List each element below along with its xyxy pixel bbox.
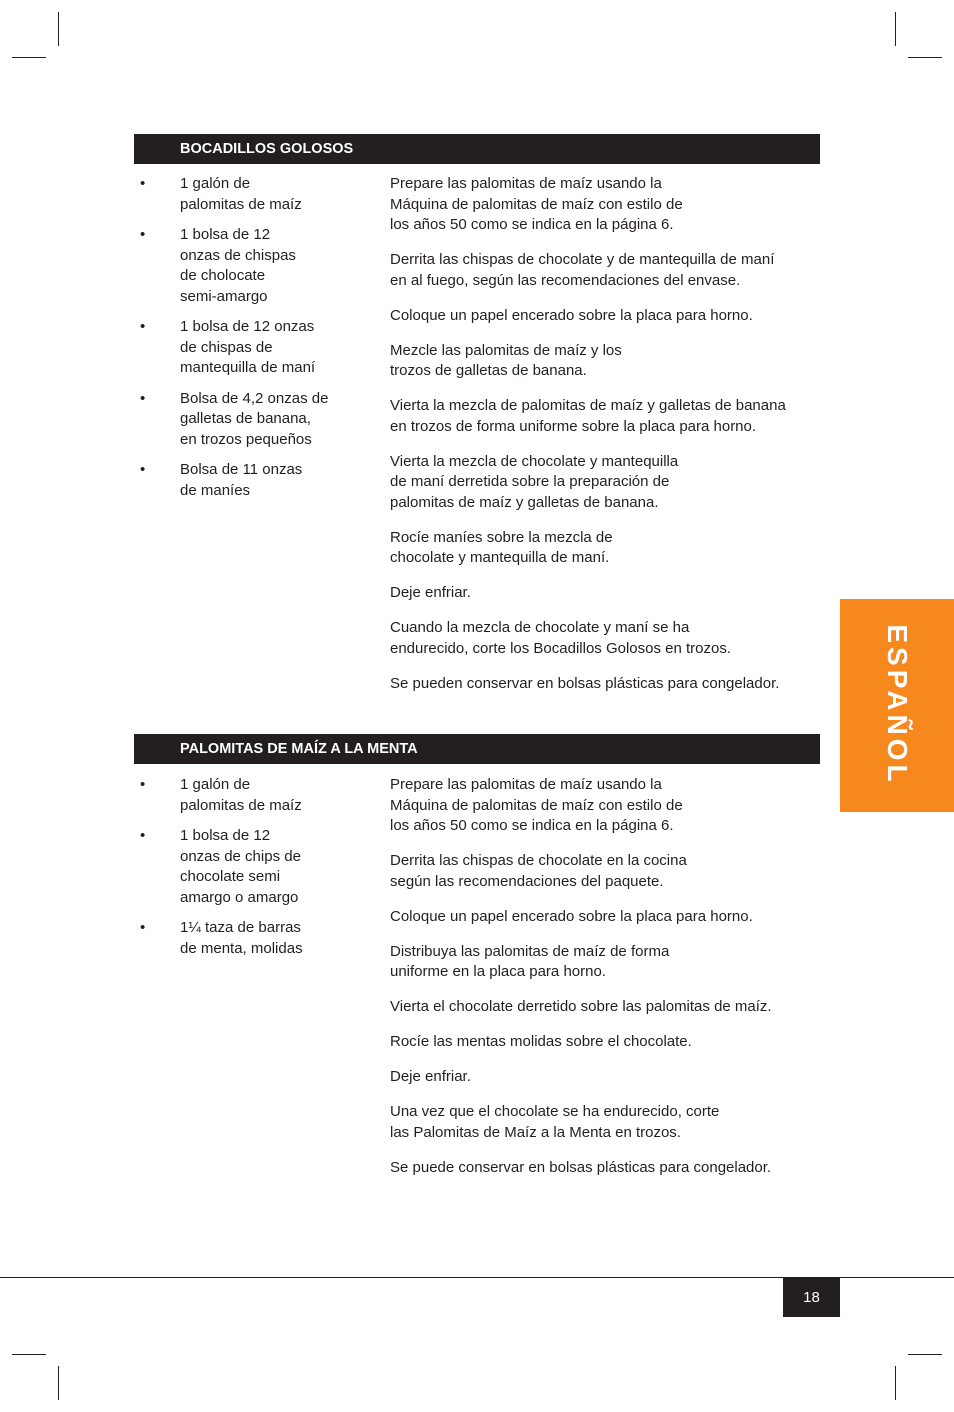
instruction-step [390, 997, 820, 1018]
instruction-step [390, 341, 820, 382]
instruction-step [390, 528, 820, 569]
ingredient-text: galletas de banana, [180, 410, 311, 427]
crop-mark [908, 1354, 942, 1355]
instruction-text: Prepare las palomitas de maíz usando la [390, 175, 662, 192]
instruction-text: endurecido, corte los Bocadillos Golosos en trozos. [390, 639, 732, 657]
ingredient-item [134, 775, 374, 816]
language-label: ESPAÑOL [882, 624, 913, 786]
instruction-step [390, 452, 820, 514]
bullet: • [140, 318, 146, 335]
ingredient-text: 1 bolsa de 12 [180, 827, 271, 844]
page-number: 18 [783, 1278, 840, 1317]
ingredient-text: onzas de chispas [180, 246, 296, 264]
instruction-step [390, 907, 820, 928]
crop-mark [12, 1354, 46, 1355]
instruction-text: Mezcle las palomitas de maíz y los [390, 341, 622, 359]
instruction-text: Máquina de palomitas de maíz con estilo de [390, 796, 683, 814]
instruction-step [390, 250, 820, 291]
instruction-step [390, 618, 820, 659]
instruction-text: los años 50 como se indica en la página 6. [390, 817, 674, 834]
instruction-step [390, 1067, 820, 1088]
instruction-text: Se puede conservar en bolsas plásticas para congelador. [390, 1158, 772, 1176]
instruction-text: Deje enfriar. [390, 1068, 471, 1085]
instruction-text: palomitas de maíz y galletas de banana. [390, 493, 659, 511]
bullet: • [140, 461, 146, 478]
instruction-text: según las recomendaciones del paquete. [390, 872, 664, 890]
instruction-text: los años 50 como se indica en la página 6. [390, 216, 674, 233]
ingredient-text: de cholocate [180, 267, 266, 284]
instruction-step [390, 1032, 820, 1053]
ingredient-text: onzas de chips de [180, 847, 301, 865]
instruction-step [390, 174, 820, 236]
instruction-text: Coloque un papel encerado sobre la placa para horno. [390, 306, 753, 324]
instruction-text: Derrita las chispas de chocolate en la cocina [390, 852, 687, 869]
crop-mark [908, 57, 942, 58]
crop-mark [895, 12, 896, 46]
ingredient-item [134, 317, 374, 379]
bullet: • [140, 827, 146, 844]
ingredient-item [134, 918, 374, 959]
instruction-text: las Palomitas de Maíz a la Menta en trozos. [390, 1123, 681, 1141]
instruction-text: en al fuego, según las recomendaciones del envase. [390, 271, 741, 289]
ingredient-text: en trozos pequeños [180, 430, 312, 448]
ingredient-item [134, 225, 374, 307]
instruction-text: Cuando la mezcla de chocolate y maní se ha [390, 619, 690, 636]
instruction-text: Derrita las chispas de chocolate y de mantequilla de maní [390, 251, 775, 268]
instruction-text: Coloque un papel encerado sobre la placa para horno. [390, 907, 753, 925]
bullet: • [140, 919, 146, 936]
bullet: • [140, 776, 146, 793]
instruction-step [390, 396, 820, 437]
instruction-text: Vierta la mezcla de chocolate y mantequilla [390, 452, 679, 470]
ingredient-text: 1 bolsa de 12 [180, 226, 271, 243]
ingredient-text: 1 galón de [180, 175, 251, 192]
instruction-text: Vierta el chocolate derretido sobre las palomitas de maíz. [390, 998, 772, 1015]
instruction-text: chocolate y mantequilla de maní. [390, 549, 610, 566]
bullet: • [140, 226, 146, 243]
ingredient-text: de menta, molidas [180, 939, 303, 957]
crop-mark [12, 57, 46, 58]
instruction-text: Rocíe las mentas molidas sobre el chocolate. [390, 1033, 692, 1050]
instruction-text: Una vez que el chocolate se ha endurecido, corte [390, 1103, 720, 1120]
ingredient-text: amargo o amargo [180, 888, 299, 906]
ingredient-text: mantequilla de maní [180, 359, 316, 376]
instruction-text: uniforme en la placa para horno. [390, 963, 606, 980]
instruction-text: Vierta la mezcla de palomitas de maíz y galletas de banana [390, 397, 786, 414]
instruction-step [390, 775, 820, 837]
bullet: • [140, 175, 146, 192]
instruction-text: de maní derretida sobre la preparación de [390, 473, 670, 490]
instruction-text: Deje enfriar. [390, 584, 471, 601]
instruction-text: Distribuya las palomitas de maíz de forma [390, 942, 670, 960]
ingredient-text: de maníes [180, 481, 251, 499]
ingredient-text: 1 bolsa de 12 onzas [180, 318, 315, 335]
instruction-step [390, 1102, 820, 1143]
recipe-title: BOCADILLOS GOLOSOS [134, 134, 820, 164]
ingredient-text: chocolate semi [180, 868, 281, 885]
ingredient-text: 1¼ taza de barras [180, 919, 301, 936]
language-tab [840, 599, 954, 812]
ingredient-list [134, 174, 374, 511]
recipe-bocadillos-golosos [134, 134, 820, 692]
recipe-title: PALOMITAS DE MAÍZ A LA MENTA [134, 734, 820, 764]
ingredient-item [134, 460, 374, 501]
crop-mark [58, 1366, 59, 1400]
instruction-step [390, 942, 820, 983]
ingredient-text: palomitas de maíz [180, 796, 302, 814]
instruction-text: en trozos de forma uniforme sobre la placa para horno. [390, 417, 757, 435]
bullet: • [140, 389, 146, 407]
instruction-step [390, 1158, 820, 1179]
ingredient-item [134, 174, 374, 215]
crop-mark [895, 1366, 896, 1400]
ingredient-item [134, 389, 374, 451]
instruction-step [390, 583, 820, 604]
ingredient-text: 1 galón de [180, 776, 251, 793]
instruction-text: Se pueden conservar en bolsas plásticas para congelador. [390, 674, 780, 692]
instruction-step [390, 851, 820, 892]
recipe-palomitas-menta [134, 734, 820, 1176]
instruction-text: Rocíe maníes sobre la mezcla de [390, 528, 613, 546]
ingredient-item [134, 826, 374, 908]
instruction-list [390, 174, 820, 709]
ingredient-text: semi-amargo [180, 287, 268, 305]
instruction-text: Prepare las palomitas de maíz usando la [390, 776, 662, 793]
instruction-step [390, 674, 820, 695]
ingredient-text: palomitas de maíz [180, 195, 302, 213]
ingredient-text: Bolsa de 11 onzas [180, 461, 303, 478]
ingredient-text: Bolsa de 4,2 onzas de [180, 389, 329, 407]
ingredient-text: de chispas de [180, 338, 273, 356]
instruction-text: Máquina de palomitas de maíz con estilo de [390, 195, 683, 213]
instruction-text: trozos de galletas de banana. [390, 362, 587, 379]
crop-mark [58, 12, 59, 46]
ingredient-list [134, 775, 374, 969]
instruction-list [390, 775, 820, 1193]
instruction-step [390, 306, 820, 327]
